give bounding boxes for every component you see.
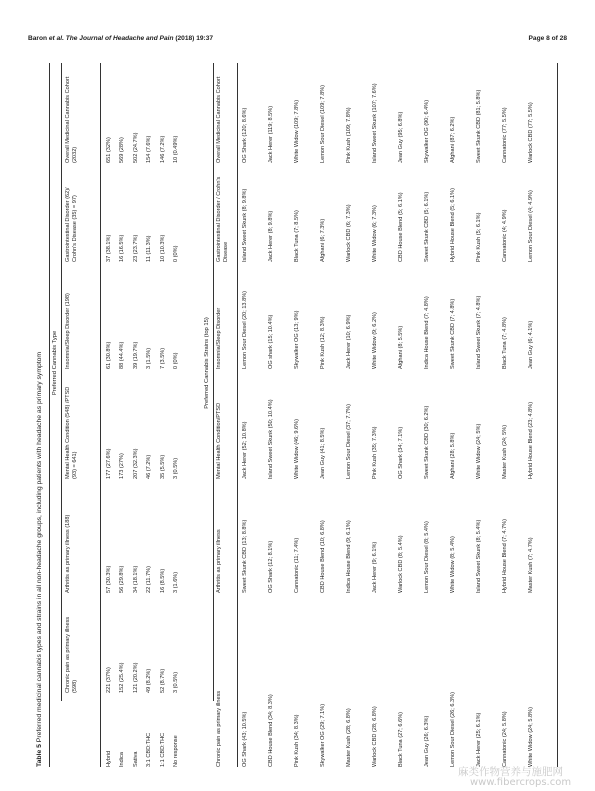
strain-table-cell: Master Kush (24; 5%) (502, 424, 508, 479)
strain-table-cell: Lemon Sour Diesel (26; 6.3%) (450, 692, 456, 767)
strain-table-cell: Warlock CBD (28; 6.8%) (372, 706, 378, 767)
strain-table-cell: Lemon Sour Diesel (37; 7.7%) (346, 404, 352, 479)
strain-table-cell: Master Kush (7; 4.7%) (528, 537, 534, 593)
strain-table-cell: Island Sweet Skunk (8; 5.4%) (476, 519, 482, 593)
strain-table-cell: Cannatonic (4; 4.9%) (502, 209, 508, 262)
type-table-cell: 0 (0%) (173, 352, 179, 369)
type-table-cell: 23 (23.7%) (132, 234, 139, 262)
type-table-cell: 152 (25.4%) (119, 662, 126, 693)
table-caption-text: Preferred medicinal cannabis types and strains in all non-headache groups, including patients with headache as primary symptom (36, 351, 43, 745)
citation-year-volume: (2018) 19:37 (173, 35, 214, 42)
strain-table-cell: Pink Kush (5; 6.1%) (476, 212, 482, 262)
type-table-cell: 61 (30.8%) (106, 341, 112, 369)
strain-table-cell: Sweet Skunk CBD (30; 6.2%) (424, 405, 430, 479)
strain-table-cell: Jean Guy (95; 6.8%) (398, 111, 404, 163)
strain-table-cell: Indica House Blend (9; 6.1%) (346, 520, 352, 593)
strain-table-cell: Pink Kush (109; 7.8%) (346, 107, 352, 163)
strain-table-cell: Black Tuna (7; 4.8%) (502, 317, 508, 369)
strain-table-cell: OG Shark (34; 7.1%) (398, 426, 404, 479)
strain-table-cell: CBD House Blend (10; 6.8%) (320, 520, 326, 593)
strain-table-cell: Black Tuna (27; 6.6%) (398, 711, 404, 767)
strain-table-cell: Black Tuna (7; 8.5%) (294, 210, 300, 262)
type-table-cell: 16 (16.5%) (119, 234, 126, 262)
type-table-row (146, 51, 153, 779)
strain-table-cell: Hybrid House Blend (5; 6.1%) (450, 188, 456, 262)
strain-table-cell: Jack Herer (9; 6.1%) (372, 541, 378, 593)
type-table-cell: 146 (7.2%) (159, 135, 166, 163)
strain-table-cell: Afghani (6; 7.3%) (320, 218, 326, 262)
type-table-cell: 502 (24.7%) (132, 132, 139, 163)
strain-table-cell: Hybrid House Blend (7; 4.7%) (502, 519, 508, 593)
type-column-header: Arthritis as primary illness (188) (65, 514, 71, 593)
type-table-cell: 173 (27%) (119, 453, 126, 479)
strain-column-header: Chronic pain as primary illness (216, 690, 222, 767)
strain-table-cell: Sweet Skunk CBD (5; 6.1%) (424, 191, 430, 262)
strain-table-cell: Skywalker OG (29; 7.1%) (320, 703, 326, 767)
strain-table-cell: Sweet Skunk CBD (7; 4.8%) (450, 298, 456, 369)
strain-table-cell: Jack Herer (119; 8.5%) (268, 105, 274, 163)
type-table-row (106, 51, 112, 779)
type-table-cell: 207 (32.3%) (132, 448, 139, 479)
strain-table-row (320, 51, 326, 779)
strain-table-cell: White Widow (9; 6.2%) (372, 312, 378, 369)
type-row-label: No response (173, 735, 179, 767)
rotated-table-area (36, 51, 561, 779)
table-top-rule (49, 63, 50, 767)
strain-table-cell: Jean Guy (41; 8.5%) (320, 427, 326, 479)
strain-table-row (502, 51, 508, 779)
strain-table-cell: Jack Herer (8; 9.8%) (268, 210, 274, 262)
type-row-label: Sativa (132, 751, 139, 767)
type-row-label: Hybrid (106, 750, 112, 767)
strain-table-cell: Cannatonic (24; 5.8%) (502, 711, 508, 767)
strain-table-cell: OG Shark (12; 8.1%) (268, 540, 274, 593)
strain-section-title: Preferred Cannabis Strains (top 15) (204, 317, 210, 409)
strain-table-row (450, 51, 456, 779)
watermark-chinese: 麻类作物营养与施肥网 (458, 766, 563, 778)
strain-table-cell: White Widow (24; 5.8%) (528, 707, 534, 767)
strain-table-cell: Warlock CBD (77; 5.5%) (528, 102, 534, 163)
strain-section-rule (213, 63, 214, 701)
citation-journal: The Journal of Headache and Pain (63, 35, 174, 42)
strain-table-cell: Island Sweet Skunk (8; 9.8%) (242, 188, 248, 262)
type-table-cell: 177 (27.6%) (106, 448, 112, 479)
strain-table-row (528, 51, 534, 779)
strain-table-cell: Sweet Skunk CBD (13; 8.8%) (242, 519, 248, 593)
strain-table-cell: Skywalker OG (90; 6.4%) (424, 99, 430, 163)
citation-et-al: et al. (48, 35, 64, 42)
strain-table-cell: Cannatonic (11; 7.4%) (294, 537, 300, 593)
type-table-cell: 35 (5.5%) (159, 454, 166, 479)
strain-table-cell: Island Sweet Skunk (50; 10.4%) (268, 399, 274, 479)
running-header-citation (28, 35, 213, 42)
type-row-label: 3:1 CBD:THC (146, 732, 153, 767)
strain-table-cell: Jack Herer (10; 6.9%) (346, 314, 352, 369)
strain-table-cell: Pink Kush (34; 8.3%) (294, 714, 300, 767)
strain-table-cell: Lemon Sour Diesel (4; 4.9%) (528, 190, 534, 262)
strain-table-row (398, 51, 404, 779)
strain-table-cell: OG Shark (43; 10.5%) (242, 711, 248, 767)
strain-table-cell: Indica House Blend (7; 4.8%) (424, 296, 430, 369)
strain-table-cell: Pink Kush (12; 8.3%) (320, 316, 326, 369)
strain-table-cell: Pink Kush (35; 7.3%) (372, 426, 378, 479)
type-column-header: Mental Health Condition (548) /PTSD (93) = 641) (65, 386, 79, 479)
type-table-cell: 221 (37%) (106, 667, 112, 693)
strain-table-row (268, 51, 274, 779)
strain-table-cell: Afghani (28; 5.8%) (450, 432, 456, 479)
type-table-cell: 16 (8.5%) (159, 568, 166, 593)
type-table-cell: 56 (29.8%) (119, 565, 126, 593)
table-caption (36, 352, 43, 767)
strain-table-cell: Afghani (8; 5.5%) (398, 325, 404, 369)
type-table-cell: 39 (19.7%) (132, 341, 139, 369)
strain-table-cell: White Widow (24; 5%) (476, 423, 482, 479)
type-table-cell: 46 (7.2%) (146, 454, 153, 479)
type-table-cell: 37 (38.1%) (106, 234, 112, 262)
type-table-cell: 88 (44.4%) (119, 341, 126, 369)
strain-table-cell: CBD House Blend (34; 8.3%) (268, 694, 274, 767)
type-table-row (132, 51, 139, 779)
strain-table-row (372, 51, 378, 779)
strain-table-cell: CBD House Blend (5; 6.1%) (398, 192, 404, 262)
type-row-label: 1:1 CBD:THC (159, 732, 166, 767)
strain-table-cell: Warlock CBD (6; 7.3%) (346, 204, 352, 262)
type-table-cell: 22 (11.7%) (146, 566, 153, 593)
type-table-cell: 7 (3.5%) (159, 347, 166, 369)
strain-header-rule (237, 63, 238, 767)
type-table-cell: 651 (32%) (106, 137, 112, 163)
strain-table-row (424, 51, 430, 779)
type-table-cell: 154 (7.6%) (146, 135, 153, 163)
strain-column-header: Insomnia/Sleep Disorder (216, 307, 222, 369)
type-table-cell: 10 (0.49%) (173, 135, 179, 163)
type-table-cell: 10 (10.3%) (159, 234, 166, 262)
strain-table-cell: White Widow (109; 7.8%) (294, 99, 300, 163)
table-bottom-rule (557, 63, 558, 767)
citation-authors: Baron (28, 35, 49, 42)
type-table-cell: 49 (8.2%) (146, 668, 153, 693)
strain-column-header: Overall Medicinal Cannabis Cohort (216, 76, 222, 163)
type-header-rule (100, 63, 101, 767)
strain-table-cell: OG Shark (120; 8.6%) (242, 107, 248, 163)
type-table-cell: 52 (8.7%) (159, 668, 166, 693)
type-table-cell: 0 (0%) (173, 245, 179, 262)
strain-table-cell: Jack Herer (25; 6.1%) (476, 712, 482, 767)
type-section-title: Preferred Cannabis Type (52, 330, 58, 396)
strain-table-cell: Cannatonic (77; 5.5%) (502, 107, 508, 163)
strain-table-cell: OG shark (15; 10.4%) (268, 314, 274, 369)
strain-table-cell: Afghani (87; 6.2%) (450, 116, 456, 163)
type-table-cell: 3 (1.6%) (173, 571, 179, 593)
strain-table-cell: Jack Herer (52; 10.8%) (242, 421, 248, 479)
strain-table-cell: Jean Guy (26; 6.3%) (424, 715, 430, 767)
strain-table-cell: Hybrid House Blend (23; 4.8%) (528, 401, 534, 479)
watermark-url: www.fibercrops.com (470, 777, 572, 788)
type-table-cell: 121 (20.2%) (132, 662, 139, 693)
strain-column-header: Gastrointestinal Disorder / Crohn's Disease (216, 176, 230, 262)
strain-table-row (242, 51, 248, 779)
strain-table-cell: Jean Guy (6; 4.1%) (528, 320, 534, 369)
type-table-cell: 34 (18.1%) (132, 565, 139, 593)
type-column-header: Overall Medicinal Cannabis Cohort (2032) (65, 76, 79, 163)
strain-column-header: Arthritis as primary illness (216, 529, 222, 593)
strain-table-cell: Warlock CBD (8; 5.4%) (398, 535, 404, 593)
type-column-header: Insomnia/Sleep Disorder (198) (65, 293, 71, 369)
strain-table-cell: White Widow (46; 9.6%) (294, 419, 300, 479)
type-table-cell: 3 (0.5%) (173, 457, 179, 479)
strain-column-header: Mental Health Condition/PTSD (216, 402, 222, 479)
type-table-cell: 57 (30.3%) (106, 565, 112, 593)
strain-table-row (346, 51, 352, 779)
strain-table-cell: Lemon Sour Diesel (20; 13.8%) (242, 290, 248, 369)
strain-table-cell: Island Sweet Skunk (107; 7.6%) (372, 83, 378, 163)
strain-table-row (476, 51, 482, 779)
strain-table-cell: White Widow (6; 7.3%) (372, 205, 378, 262)
type-table-row (159, 51, 166, 779)
strain-table-row (294, 51, 300, 779)
type-table-cell: 11 (11.3%) (146, 235, 153, 262)
type-section-rule (61, 63, 62, 701)
strain-table-cell: Master Kush (28; 6.8%) (346, 708, 352, 767)
type-row-label: Indica (119, 752, 126, 767)
type-table-cell: 569 (28%) (119, 137, 126, 163)
type-table-row (119, 51, 126, 779)
type-column-header: Chronic pain as primary illness (598) (65, 616, 79, 693)
type-table-row (173, 51, 179, 779)
type-table-cell: 3 (0.5%) (173, 671, 179, 693)
type-column-header: Gastrointestinal Disorder (62)/ Crohn's Disease (35) = 97) (65, 187, 79, 262)
strain-table-cell: Island Sweet Skunk (7; 4.8%) (476, 295, 482, 369)
page-number: Page 8 of 28 (528, 35, 567, 42)
strain-table-cell: White Widow (8; 5.4%) (450, 536, 456, 593)
strain-table-cell: Skywalker OG (13; 9%) (294, 310, 300, 369)
table-caption-label: Table 5 (36, 744, 43, 767)
type-table-cell: 3 (1.5%) (146, 347, 153, 369)
strain-table-cell: Sweet Skunk CBD (81; 5.8%) (476, 89, 482, 163)
strain-table-cell: Lemon Sour Diesel (8; 5.4%) (424, 521, 430, 593)
strain-table-cell: Lemon Sour Diesel (109; 7.8%) (320, 84, 326, 163)
